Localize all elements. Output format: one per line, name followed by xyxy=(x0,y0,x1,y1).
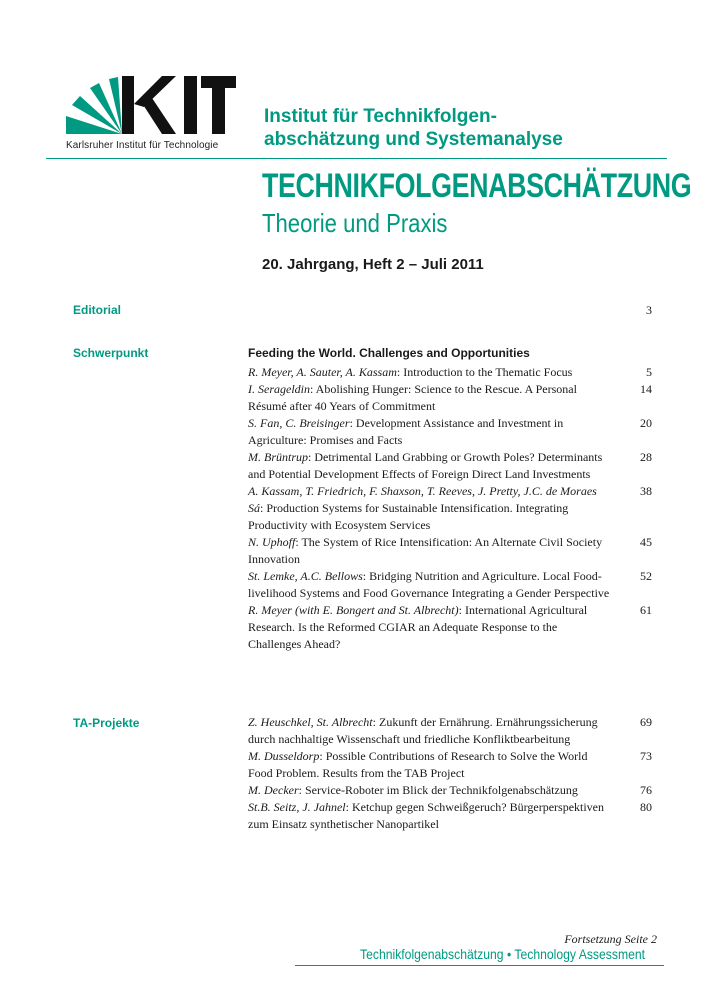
journal-title: TECHNIKFOLGENABSCHÄTZUNG xyxy=(262,167,692,205)
editorial-page-number: 3 xyxy=(646,303,652,317)
toc-entry[interactable]: R. Meyer, A. Sauter, A. Kassam: Introduction to the Thematic Focus 5 xyxy=(248,365,652,379)
entry-title: Detrimental Land Grabbing or Growth Poles? Determinants and Potential Development Effects of Foreign Direct Land Investments xyxy=(248,450,603,481)
entry-page-number: 80 xyxy=(640,800,652,814)
entry-title: Ketchup gegen Schweißgeruch? Bürgerperspektiven zum Einsatz synthetischer Nanopartikel xyxy=(248,800,605,831)
entry-authors: Z. Heuschkel, St. Albrecht xyxy=(248,715,373,729)
entry-page-number: 38 xyxy=(640,484,652,498)
entry-title: Possible Contributions of Research to Solve the World Food Problem. Results from the TAB Project xyxy=(248,749,588,780)
entry-authors: N. Uphoff xyxy=(248,535,296,549)
footer-divider xyxy=(295,965,664,966)
toc-entry[interactable]: M. Dusseldorp: Possible Contributions of Research to Solve the World Food Problem. Results from the TAB Project 73 xyxy=(248,749,652,780)
entry-title: Service-Roboter im Blick der Technikfolgenabschätzung xyxy=(304,783,578,797)
section-label-editorial: Editorial xyxy=(73,303,122,317)
entry-authors: R. Meyer, A. Sauter, A. Kassam xyxy=(248,365,397,379)
toc-entry[interactable]: N. Uphoff: The System of Rice Intensification: An Alternate Civil Society Innovation 45 xyxy=(248,535,652,566)
toc-entry[interactable]: M. Brüntrup: Detrimental Land Grabbing or Growth Poles? Determinants and Potential Development Effects of Foreign Direct Land Investments 28 xyxy=(248,450,652,481)
entry-page-number: 20 xyxy=(640,416,652,430)
entry-title: Bridging Nutrition and Agriculture. Local Food-livelihood Systems and Food Governance Integrating a Gender Perspective xyxy=(248,569,610,600)
entry-page-number: 52 xyxy=(640,569,652,583)
toc-entry[interactable]: I. Serageldin: Abolishing Hunger: Science to the Rescue. A Personal Résumé after 40 Years of Commitment 14 xyxy=(248,382,652,413)
entry-page-number: 5 xyxy=(646,365,652,379)
institute-line-1: Institut für Technikfolgen- xyxy=(264,106,497,127)
entry-title: International Agricultural Research. Is the Reformed CGIAR an Adequate Response to the Challenges Ahead? xyxy=(248,603,588,651)
entry-page-number: 76 xyxy=(640,783,652,797)
continued-note: Fortsetzung Seite 2 xyxy=(564,932,657,946)
entry-page-number: 28 xyxy=(640,450,652,464)
toc-entry[interactable]: St. Lemke, A.C. Bellows: Bridging Nutrition and Agriculture. Local Food-livelihood Systems and Food Governance Integrating a Gender Perspective 52 xyxy=(248,569,652,600)
section-label-schwerpunkt: Schwerpunkt xyxy=(73,346,149,360)
entry-page-number: 69 xyxy=(640,715,652,729)
institute-line-2: abschätzung und Systemanalyse xyxy=(264,129,563,150)
issue-info: 20. Jahrgang, Heft 2 – Juli 2011 xyxy=(262,256,484,273)
toc-entry[interactable]: A. Kassam, T. Friedrich, F. Shaxson, T. Reeves, J. Pretty, J.C. de Moraes Sá: Production Systems for Sustainable Intensification. Integrating Productivity with Ecosystem Services 38 xyxy=(248,484,652,532)
entry-authors: M. Dusseldorp xyxy=(248,749,320,763)
kit-logo-icon xyxy=(66,76,236,138)
entry-authors: R. Meyer (with E. Bongert and St. Albrecht) xyxy=(248,603,459,617)
entry-authors: M. Brüntrup xyxy=(248,450,308,464)
institute-name xyxy=(264,105,563,151)
entry-page-number: 14 xyxy=(640,382,652,396)
toc-entry[interactable]: Z. Heuschkel, St. Albrecht: Zukunft der Ernährung. Ernährungssicherung durch nachhaltige Wissenschaft und friedliche Konfliktbearbeitung 69 xyxy=(248,715,652,746)
toc-entry[interactable]: R. Meyer (with E. Bongert and St. Albrecht): International Agricultural Research. Is the Reformed CGIAR an Adequate Response to the Challenges Ahead? 61 xyxy=(248,603,652,651)
entry-title: Abolishing Hunger: Science to the Rescue. A Personal Résumé after 40 Years of Commitment xyxy=(248,382,577,413)
toc-entry[interactable]: M. Decker: Service-Roboter im Blick der Technikfolgenabschätzung 76 xyxy=(248,783,652,797)
entry-page-number: 61 xyxy=(640,603,652,617)
entry-authors: I. Serageldin xyxy=(248,382,310,396)
entry-page-number: 45 xyxy=(640,535,652,549)
entry-title: Zukunft der Ernährung. Ernährungssicherung durch nachhaltige Wissenschaft und friedliche Konfliktbearbeitung xyxy=(248,715,598,746)
entry-title: Introduction to the Thematic Focus xyxy=(403,365,573,379)
footer-journal-line: Technikfolgenabschätzung • Technology Assessment xyxy=(360,946,646,962)
toc-entry[interactable]: St.B. Seitz, J. Jahnel: Ketchup gegen Schweißgeruch? Bürgerperspektiven zum Einsatz synthetischer Nanopartikel 80 xyxy=(248,800,652,831)
schwerpunkt-entries xyxy=(248,364,659,653)
entry-page-number: 73 xyxy=(640,749,652,763)
entry-title: The System of Rice Intensification: An Alternate Civil Society Innovation xyxy=(248,535,603,566)
entry-authors: A. Kassam, T. Friedrich, F. Shaxson, T. Reeves, J. Pretty, J.C. de Moraes Sá xyxy=(248,484,597,515)
header-divider xyxy=(46,158,667,159)
entry-title: Production Systems for Sustainable Intensification. Integrating Productivity with Ecosystem Services xyxy=(248,501,569,532)
entry-title: Development Assistance and Investment in Agriculture: Promises and Facts xyxy=(248,416,564,447)
kit-logo xyxy=(66,76,236,152)
section-label-ta-projekte: TA-Projekte xyxy=(73,716,140,730)
entry-authors: St. Lemke, A.C. Bellows xyxy=(248,569,363,583)
entry-authors: M. Decker xyxy=(248,783,299,797)
ta-projekte-entries xyxy=(248,714,659,833)
toc-entry[interactable]: S. Fan, C. Breisinger: Development Assistance and Investment in Agriculture: Promises and Facts 20 xyxy=(248,416,652,447)
schwerpunkt-heading: Feeding the World. Challenges and Opportunities xyxy=(248,346,530,360)
entry-authors: St.B. Seitz, J. Jahnel xyxy=(248,800,346,814)
entry-authors: S. Fan, C. Breisinger xyxy=(248,416,350,430)
journal-subtitle: Theorie und Praxis xyxy=(262,208,448,238)
kit-logo-subtitle: Karlsruher Institut für Technologie xyxy=(66,140,219,151)
